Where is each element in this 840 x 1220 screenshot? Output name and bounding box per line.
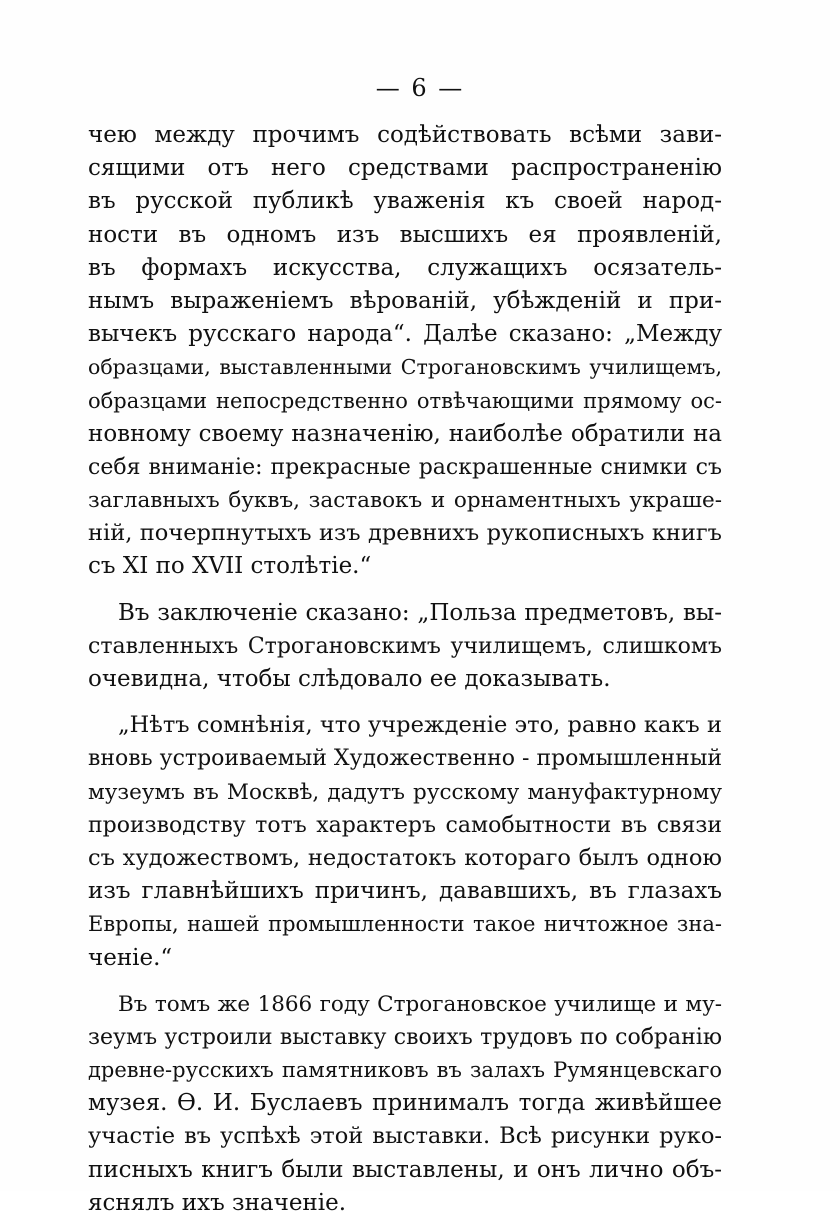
text-line: ній, почерпнутыхъ изъ древнихъ рукописныхъ книгъ [88, 520, 722, 547]
text-line: Въ заключеніе сказано: „Польза предметовъ, вы- [118, 599, 722, 626]
text-line: участіе въ успѣхѣ этой выставки. Всѣ рисунки руко- [88, 1123, 722, 1150]
text-line: производству тотъ характеръ самобытности въ связи [88, 812, 722, 838]
text-line: „Нѣтъ сомнѣнія, что учрежденіе это, равно какъ и [118, 712, 722, 739]
body-text [88, 119, 722, 1220]
text-line: образцами непосредственно отвѣчающими прямому ос- [88, 388, 722, 413]
text-line: ставленныхъ Строгановскимъ училищемъ, слишкомъ [88, 633, 722, 659]
text-line: яснялъ ихъ значеніе. [88, 1189, 347, 1216]
text-line: образцами, выставленными Строгановскимъ училищемъ, [88, 355, 722, 380]
text-line: очевидна, чтобы слѣдовало ее доказывать. [88, 666, 611, 692]
text-line: себя вниманіе: прекрасные раскрашенные снимки съ [88, 454, 722, 480]
text-line: ченіе.“ [88, 944, 173, 971]
paragraph-2 [88, 597, 722, 697]
text-line: съ художествомъ, недостатокъ котораго былъ одною [88, 844, 722, 871]
paragraph-3 [88, 709, 722, 975]
text-line: музеумъ въ Москвѣ, дадутъ русскому мануфактурному [88, 779, 722, 805]
page-number: — 6 — [375, 74, 465, 102]
paragraph-1 [88, 119, 722, 584]
text-line: вновь устроиваемый Художественно - промышленный [88, 746, 722, 772]
paragraph-4 [88, 988, 722, 1220]
text-line: зеумъ устроили выставку своихъ трудовъ по собранію [88, 1024, 722, 1050]
text-line: ности въ одномъ изъ высшихъ ея проявленій, [88, 221, 722, 248]
text-line: новному своему назначенію, наиболѣе обратили на [88, 420, 722, 447]
text-line: изъ главнѣйшихъ причинъ, дававшихъ, въ глазахъ [88, 878, 722, 905]
text-line: Въ томъ же 1866 году Строгановское училище и му- [118, 991, 722, 1017]
text-line: съ XI по XVII столѣтіе.“ [88, 553, 372, 580]
text-line: въ русской публикѣ уваженія къ своей народ- [88, 188, 722, 215]
text-line: писныхъ книгъ были выставлены, и онъ лично объ- [88, 1156, 722, 1183]
text-line: нымъ выраженіемъ вѣрованій, убѣжденій и при- [88, 287, 722, 314]
text-line: заглавныхъ буквъ, заставокъ и орнаментныхъ украше- [88, 488, 722, 514]
text-line: Европы, нашей промышленности такое ничтожное зна- [88, 912, 722, 937]
text-line: вычекъ русскаго народа“. Далѣе сказано: „Между [88, 321, 722, 348]
text-line: музея. Ѳ. И. Буслаевъ принималъ тогда живѣйшее [88, 1090, 722, 1117]
text-line: чею между прочимъ содѣйствовать всѣми зави- [88, 122, 722, 148]
text-line: въ формахъ искусства, служащихъ осязатель- [88, 254, 722, 281]
text-line: сящими отъ него средствами распространенію [88, 155, 722, 182]
text-line: древне-русскихъ памятниковъ въ залахъ Румянцевскаго [88, 1058, 722, 1083]
